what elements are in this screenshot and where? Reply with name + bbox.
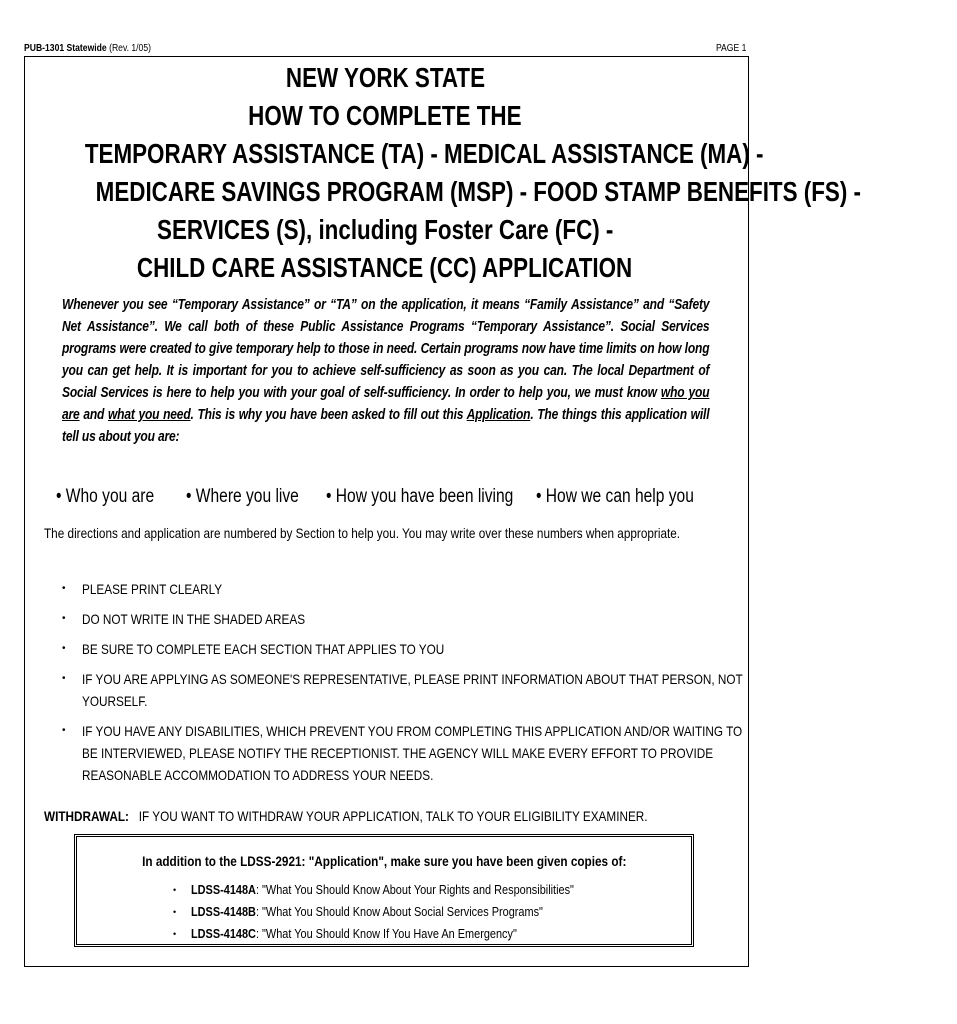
withdrawal-label: WITHDRAWAL: <box>44 808 129 824</box>
withdrawal-text: IF YOU WANT TO WITHDRAW YOUR APPLICATION, TALK TO YOUR ELIGIBILITY EXAMINER. <box>138 808 648 824</box>
copies-box-title: In addition to the LDSS-2921: "Application", make sure you have been given copies of: <box>141 853 627 869</box>
list-item: • PLEASE PRINT CLEARLY <box>62 578 752 600</box>
list-item: • DO NOT WRITE IN THE SHADED AREAS <box>62 608 752 630</box>
bullet-icon: • <box>186 486 192 507</box>
intro-text-2: and <box>79 407 108 423</box>
form-id: PUB-1301 Statewide <box>24 43 107 54</box>
about-you-item-1: • Who you are <box>56 486 155 507</box>
document-code: LDSS-4148B <box>191 904 256 919</box>
intro-underline-need: what you need <box>107 407 191 423</box>
title-line-3: TEMPORARY ASSISTANCE (TA) - MEDICAL ASSISTANCE (MA) - <box>84 138 764 169</box>
title-line-6: CHILD CARE ASSISTANCE (CC) APPLICATION <box>137 252 633 283</box>
instructions-list <box>62 578 752 794</box>
page-number: PAGE 1 <box>715 43 746 54</box>
document-code: LDSS-4148C <box>191 926 256 941</box>
about-you-item-3: • How you have been living <box>326 486 514 507</box>
list-item <box>173 901 647 923</box>
bullet-icon: • <box>536 486 542 507</box>
intro-text-4: . The things this application will tell us about you are: <box>62 407 710 445</box>
list-item: • IF YOU ARE APPLYING AS SOMEONE'S REPRESENTATIVE, PLEASE PRINT INFORMATION ABOUT THAT PERSON, NOT YOURSELF. <box>62 668 752 712</box>
intro-underline-application: Application <box>466 407 531 423</box>
bullet-icon: • <box>56 486 62 507</box>
bullet-icon: • <box>173 929 177 939</box>
form-id-header <box>24 43 151 54</box>
bullet-icon: • <box>62 643 66 654</box>
bullet-icon: • <box>62 725 66 736</box>
list-item <box>173 923 647 945</box>
intro-text-1: Whenever you see “Temporary Assistance” or “TA” on the application, it means “Family Assistance” and “Safety Net Assistance”. We call both of these Public Assistance Programs “Temporary Assistance”. Social Services programs were created to give temporary help to those in need. Certain programs now have time limits on how long you can get help. It is important for you to achieve self-sufficiency as soon as you can. The local Department of Social Services is here to help you with your goal of self-sufficiency. In order to help you, we must know <box>62 297 710 401</box>
list-item <box>173 879 647 901</box>
about-you-item-2: • Where you live <box>186 486 299 507</box>
document-desc: : "What You Should Know If You Have An Emergency" <box>255 926 517 941</box>
form-revision: (Rev. 1/05) <box>109 43 151 54</box>
about-you-item-4: • How we can help you <box>536 486 694 507</box>
intro-underline-who: who you are <box>62 385 710 423</box>
bullet-icon: • <box>62 673 66 684</box>
copies-list <box>173 879 647 945</box>
directions-text: The directions and application are numbered by Section to help you. You may write over these numbers when appropriate. <box>44 525 681 541</box>
list-item: • IF YOU HAVE ANY DISABILITIES, WHICH PREVENT YOU FROM COMPLETING THIS APPLICATION AND/OR WAITING TO BE INTERVIEWED, PLEASE NOTIFY THE RECEPTIONIST. THE AGENCY WILL MAKE EVERY EFFORT TO PROVIDE REASONABLE ACCOMMODATION TO ADDRESS YOUR NEEDS. <box>62 720 752 786</box>
withdrawal-notice <box>44 806 763 826</box>
bullet-icon: • <box>62 583 66 594</box>
document-desc: : "What You Should Know About Social Services Programs" <box>255 904 543 919</box>
title-line-5: SERVICES (S), including Foster Care (FC) - <box>156 214 614 245</box>
title-line-1: NEW YORK STATE <box>285 62 485 93</box>
bullet-icon: • <box>173 907 177 917</box>
intro-text-3: . This is why you have been asked to fill out this <box>190 407 467 423</box>
list-item: • BE SURE TO COMPLETE EACH SECTION THAT APPLIES TO YOU <box>62 638 752 660</box>
copies-box <box>74 834 694 947</box>
title-line-2: HOW TO COMPLETE THE <box>248 100 522 131</box>
bullet-icon: • <box>62 613 66 624</box>
document-code: LDSS-4148A <box>191 882 256 897</box>
title-line-4: MEDICARE SAVINGS PROGRAM (MSP) - FOOD STAMP BENEFITS (FS) - <box>95 176 862 207</box>
bullet-icon: • <box>326 486 332 507</box>
intro-paragraph <box>62 294 710 448</box>
document-desc: : "What You Should Know About Your Rights and Responsibilities" <box>255 882 574 897</box>
bullet-icon: • <box>173 885 177 895</box>
